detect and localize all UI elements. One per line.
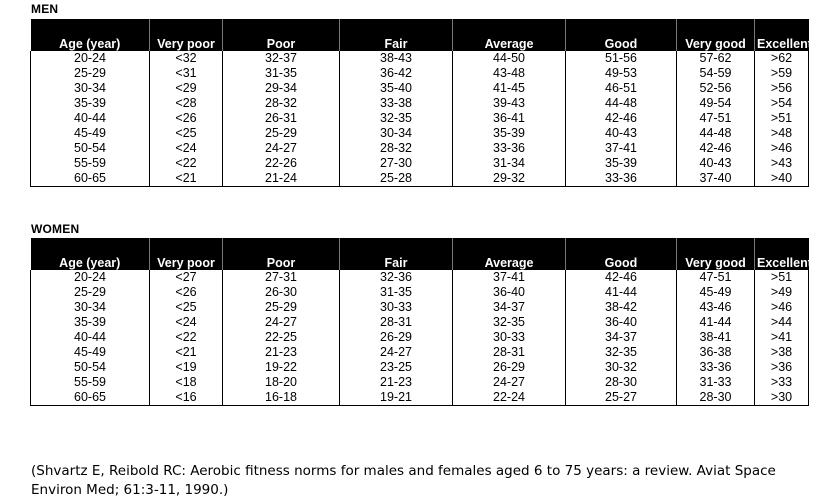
women-table-body xyxy=(31,270,809,406)
value-cell: >48 xyxy=(755,126,809,141)
value-cell: >46 xyxy=(755,141,809,156)
column-header: Average xyxy=(453,19,566,51)
value-cell: 40-43 xyxy=(566,126,677,141)
value-cell: 37-41 xyxy=(453,270,566,285)
value-cell: 28-31 xyxy=(453,345,566,360)
value-cell: 44-48 xyxy=(566,96,677,111)
value-cell: 44-48 xyxy=(677,126,755,141)
table-row xyxy=(31,345,809,360)
column-header: Very good xyxy=(677,19,755,51)
value-cell: 30-33 xyxy=(340,300,453,315)
table-row xyxy=(31,81,809,96)
value-cell: >51 xyxy=(755,270,809,285)
value-cell: 21-23 xyxy=(340,375,453,390)
value-cell: 32-35 xyxy=(453,315,566,330)
age-cell: 60-65 xyxy=(31,390,150,406)
value-cell: 30-33 xyxy=(453,330,566,345)
value-cell: >49 xyxy=(755,285,809,300)
table-row xyxy=(31,390,809,406)
column-header: Very poor xyxy=(150,238,223,270)
value-cell: <26 xyxy=(150,111,223,126)
value-cell: <16 xyxy=(150,390,223,406)
value-cell: 21-23 xyxy=(223,345,340,360)
age-cell: 50-54 xyxy=(31,141,150,156)
value-cell: 47-51 xyxy=(677,270,755,285)
value-cell: 26-30 xyxy=(223,285,340,300)
women-norms-table xyxy=(30,238,812,406)
age-cell: 25-29 xyxy=(31,66,150,81)
value-cell: 44-50 xyxy=(453,51,566,66)
value-cell: 30-32 xyxy=(566,360,677,375)
value-cell: 41-44 xyxy=(566,285,677,300)
value-cell: 22-25 xyxy=(223,330,340,345)
column-header: Fair xyxy=(340,19,453,51)
value-cell: <21 xyxy=(150,345,223,360)
value-cell: 33-36 xyxy=(566,171,677,187)
value-cell: 35-39 xyxy=(453,126,566,141)
value-cell: 37-41 xyxy=(566,141,677,156)
value-cell: 24-27 xyxy=(223,141,340,156)
age-cell: 25-29 xyxy=(31,285,150,300)
value-cell: 31-35 xyxy=(340,285,453,300)
value-cell: 32-37 xyxy=(223,51,340,66)
value-cell: >44 xyxy=(755,315,809,330)
column-header: Good xyxy=(566,19,677,51)
table-row xyxy=(31,51,809,66)
value-cell: 23-25 xyxy=(340,360,453,375)
column-header: Average xyxy=(453,238,566,270)
value-cell: 34-37 xyxy=(566,330,677,345)
value-cell: 38-41 xyxy=(677,330,755,345)
men-norms-table xyxy=(30,19,812,187)
value-cell: >59 xyxy=(755,66,809,81)
value-cell: 28-30 xyxy=(677,390,755,406)
age-cell: 55-59 xyxy=(31,156,150,171)
table-row xyxy=(31,171,809,187)
age-cell: 50-54 xyxy=(31,360,150,375)
table-row xyxy=(31,66,809,81)
value-cell: 49-53 xyxy=(566,66,677,81)
value-cell: <19 xyxy=(150,360,223,375)
table-row xyxy=(31,300,809,315)
value-cell: 33-38 xyxy=(340,96,453,111)
value-cell: 33-36 xyxy=(677,360,755,375)
value-cell: 36-40 xyxy=(453,285,566,300)
value-cell: <22 xyxy=(150,330,223,345)
value-cell: <25 xyxy=(150,300,223,315)
value-cell: <31 xyxy=(150,66,223,81)
value-cell: 28-32 xyxy=(223,96,340,111)
value-cell: <29 xyxy=(150,81,223,96)
value-cell: 25-28 xyxy=(340,171,453,187)
age-cell: 20-24 xyxy=(31,51,150,66)
value-cell: 37-40 xyxy=(677,171,755,187)
men-table-body xyxy=(31,51,809,187)
value-cell: 35-39 xyxy=(566,156,677,171)
value-cell: 24-27 xyxy=(340,345,453,360)
value-cell: 51-56 xyxy=(566,51,677,66)
value-cell: 26-29 xyxy=(340,330,453,345)
value-cell: 29-32 xyxy=(453,171,566,187)
value-cell: 29-34 xyxy=(223,81,340,96)
women-header-row xyxy=(31,238,809,270)
value-cell: 28-31 xyxy=(340,315,453,330)
value-cell: 19-21 xyxy=(340,390,453,406)
column-header: Age (year) xyxy=(31,238,150,270)
value-cell: <28 xyxy=(150,96,223,111)
age-cell: 45-49 xyxy=(31,345,150,360)
value-cell: 22-26 xyxy=(223,156,340,171)
value-cell: <24 xyxy=(150,315,223,330)
citation-text: (Shvartz E, Reibold RC: Aerobic fitness norms for males and females aged 6 to 75 years: a review. Aviat Space Environ Med; 61:3-11, 1990.) xyxy=(31,463,776,498)
men-section-title: MEN xyxy=(31,2,59,16)
value-cell: 26-29 xyxy=(453,360,566,375)
table-row xyxy=(31,315,809,330)
value-cell: 35-40 xyxy=(340,81,453,96)
value-cell: 26-31 xyxy=(223,111,340,126)
value-cell: 38-42 xyxy=(566,300,677,315)
value-cell: 38-43 xyxy=(340,51,453,66)
value-cell: >56 xyxy=(755,81,809,96)
value-cell: 49-54 xyxy=(677,96,755,111)
value-cell: 43-46 xyxy=(677,300,755,315)
age-cell: 45-49 xyxy=(31,126,150,141)
table-row xyxy=(31,96,809,111)
value-cell: <24 xyxy=(150,141,223,156)
value-cell: 27-30 xyxy=(340,156,453,171)
value-cell: 24-27 xyxy=(453,375,566,390)
table-row xyxy=(31,360,809,375)
value-cell: 18-20 xyxy=(223,375,340,390)
value-cell: >33 xyxy=(755,375,809,390)
column-header: Very poor xyxy=(150,19,223,51)
value-cell: <32 xyxy=(150,51,223,66)
age-cell: 30-34 xyxy=(31,81,150,96)
column-header: Excellent xyxy=(755,238,809,270)
value-cell: 36-41 xyxy=(453,111,566,126)
column-header: Very good xyxy=(677,238,755,270)
value-cell: <21 xyxy=(150,171,223,187)
value-cell: >51 xyxy=(755,111,809,126)
value-cell: 47-51 xyxy=(677,111,755,126)
value-cell: 54-59 xyxy=(677,66,755,81)
value-cell: 28-32 xyxy=(340,141,453,156)
value-cell: 31-34 xyxy=(453,156,566,171)
column-header: Age (year) xyxy=(31,19,150,51)
value-cell: 39-43 xyxy=(453,96,566,111)
table-row xyxy=(31,375,809,390)
table-row xyxy=(31,285,809,300)
value-cell: 24-27 xyxy=(223,315,340,330)
value-cell: 25-29 xyxy=(223,126,340,141)
column-header: Good xyxy=(566,238,677,270)
value-cell: >36 xyxy=(755,360,809,375)
value-cell: >62 xyxy=(755,51,809,66)
value-cell: <18 xyxy=(150,375,223,390)
age-cell: 35-39 xyxy=(31,315,150,330)
age-cell: 35-39 xyxy=(31,96,150,111)
value-cell: 27-31 xyxy=(223,270,340,285)
value-cell: 40-43 xyxy=(677,156,755,171)
value-cell: 30-34 xyxy=(340,126,453,141)
value-cell: 16-18 xyxy=(223,390,340,406)
value-cell: 36-40 xyxy=(566,315,677,330)
age-cell: 20-24 xyxy=(31,270,150,285)
age-cell: 40-44 xyxy=(31,111,150,126)
column-header: Poor xyxy=(223,19,340,51)
value-cell: >41 xyxy=(755,330,809,345)
value-cell: <26 xyxy=(150,285,223,300)
value-cell: 46-51 xyxy=(566,81,677,96)
value-cell: 42-46 xyxy=(566,270,677,285)
value-cell: 19-22 xyxy=(223,360,340,375)
value-cell: 25-27 xyxy=(566,390,677,406)
value-cell: <27 xyxy=(150,270,223,285)
value-cell: 36-38 xyxy=(677,345,755,360)
value-cell: 34-37 xyxy=(453,300,566,315)
value-cell: 32-35 xyxy=(340,111,453,126)
table-row xyxy=(31,156,809,171)
value-cell: 28-30 xyxy=(566,375,677,390)
table-row xyxy=(31,111,809,126)
age-cell: 55-59 xyxy=(31,375,150,390)
value-cell: >40 xyxy=(755,171,809,187)
age-cell: 40-44 xyxy=(31,330,150,345)
column-header: Poor xyxy=(223,238,340,270)
value-cell: 32-35 xyxy=(566,345,677,360)
value-cell: 41-45 xyxy=(453,81,566,96)
men-header-row xyxy=(31,19,809,51)
table-row xyxy=(31,126,809,141)
column-header: Fair xyxy=(340,238,453,270)
value-cell: 21-24 xyxy=(223,171,340,187)
value-cell: 25-29 xyxy=(223,300,340,315)
value-cell: >43 xyxy=(755,156,809,171)
value-cell: 36-42 xyxy=(340,66,453,81)
value-cell: <22 xyxy=(150,156,223,171)
value-cell: 52-56 xyxy=(677,81,755,96)
table-row xyxy=(31,330,809,345)
value-cell: 42-46 xyxy=(677,141,755,156)
value-cell: >30 xyxy=(755,390,809,406)
value-cell: <25 xyxy=(150,126,223,141)
women-section-title: WOMEN xyxy=(31,222,80,236)
value-cell: 33-36 xyxy=(453,141,566,156)
column-header: Excellent xyxy=(755,19,809,51)
table-row xyxy=(31,270,809,285)
value-cell: >38 xyxy=(755,345,809,360)
value-cell: 32-36 xyxy=(340,270,453,285)
value-cell: 45-49 xyxy=(677,285,755,300)
value-cell: >46 xyxy=(755,300,809,315)
value-cell: 43-48 xyxy=(453,66,566,81)
value-cell: 31-33 xyxy=(677,375,755,390)
age-cell: 60-65 xyxy=(31,171,150,187)
value-cell: 41-44 xyxy=(677,315,755,330)
value-cell: >54 xyxy=(755,96,809,111)
value-cell: 31-35 xyxy=(223,66,340,81)
table-row xyxy=(31,141,809,156)
age-cell: 30-34 xyxy=(31,300,150,315)
value-cell: 42-46 xyxy=(566,111,677,126)
value-cell: 57-62 xyxy=(677,51,755,66)
value-cell: 22-24 xyxy=(453,390,566,406)
